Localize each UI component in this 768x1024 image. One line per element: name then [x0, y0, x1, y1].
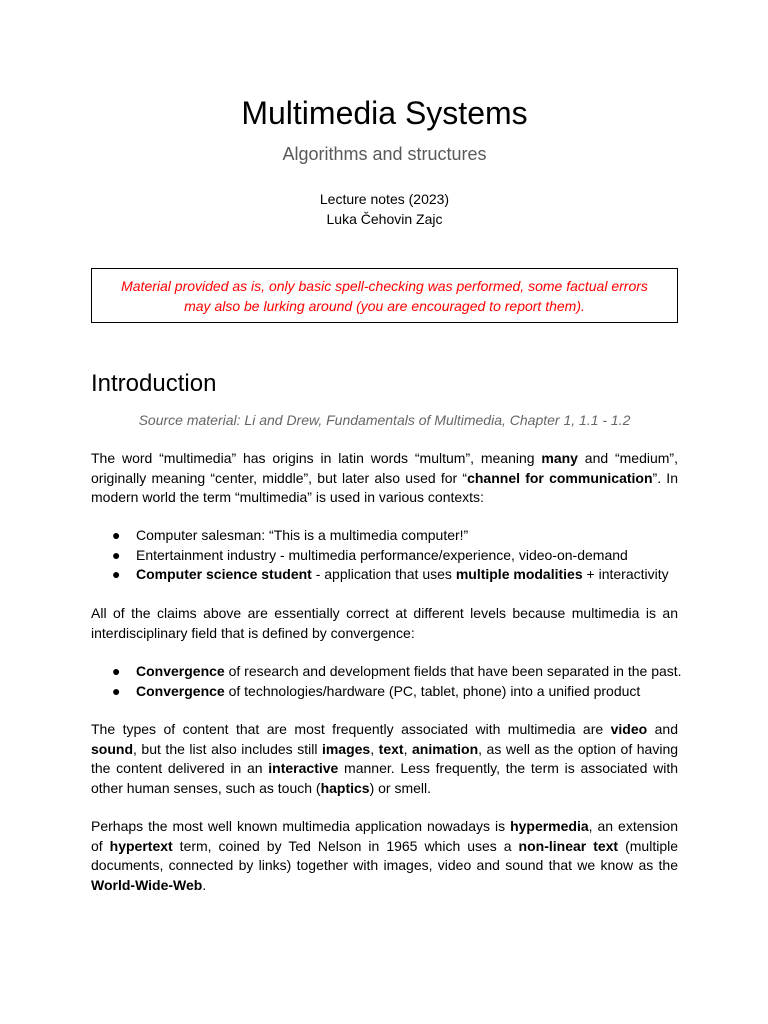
bold-term: images [321, 740, 371, 757]
text-run: of research and development fields that have been separated in the past. [224, 663, 682, 679]
list-item-text: Computer salesman: “This is a multimedia computer!” [136, 527, 469, 543]
list-item [91, 682, 678, 702]
paragraph-content-types [91, 720, 678, 798]
bold-term: World-Wide-Web [91, 876, 203, 893]
source-material-note: Source material: Li and Drew, Fundamentals of Multimedia, Chapter 1, 1.1 - 1.2 [138, 412, 631, 428]
text-run: The word “multimedia” has origins in latin words “multum”, meaning [91, 450, 542, 466]
text-run: - application that uses [311, 566, 456, 582]
lecture-notes-line: Lecture notes (2023) [319, 191, 450, 207]
contexts-list [91, 526, 678, 585]
bullet: ● [112, 527, 121, 543]
bold-term: hypertext [109, 837, 173, 854]
text-run: , an extension of [91, 818, 678, 854]
text-run: , but the list also includes still [133, 740, 322, 757]
bullet: ● [112, 566, 121, 582]
text-run: term, coined by Ted Nelson in 1965 which uses a [172, 837, 519, 854]
bold-term: video [610, 721, 648, 737]
bold-term: multiple modalities [455, 566, 583, 582]
text-run: . [202, 876, 207, 893]
document-subtitle: Algorithms and structures [282, 144, 487, 164]
list-item [91, 526, 678, 546]
text-run: of technologies/hardware (PC, tablet, phone) into a unified product [224, 682, 641, 699]
bold-term: interactive [268, 760, 339, 776]
text-run: The types of content that are most frequently associated with multimedia are [91, 721, 611, 737]
text-run: , [370, 740, 379, 757]
convergence-list [91, 662, 682, 701]
bold-term: sound [91, 740, 133, 757]
bold-term: Convergence [136, 663, 225, 679]
author-line: Luka Čehovin Zajc [326, 211, 443, 227]
list-item-text: Entertainment industry - multimedia performance/experience, video-on-demand [136, 546, 628, 563]
text-run: Perhaps the most well known multimedia application nowadays is [91, 818, 511, 834]
bold-term: hypermedia [510, 818, 589, 834]
bold-term: Computer science student [136, 566, 312, 582]
section-heading: Introduction [91, 370, 217, 397]
text-run: manner. Less frequently, the term is associated with other human senses, such as touch ( [91, 760, 678, 796]
text-run: + interactivity [582, 566, 669, 582]
text-run: and “medium”, originally meaning “center, middle”, but later also used for “ [91, 450, 678, 486]
paragraph-hypermedia [91, 817, 678, 895]
bold-term: animation [412, 740, 479, 757]
bold-term: Convergence [136, 682, 225, 699]
text-run: and [647, 721, 679, 737]
bold-term: text [378, 740, 404, 757]
text-run: , as well as the option of having the content delivered in an [91, 740, 679, 776]
bold-term: non-linear text [518, 837, 619, 854]
bold-term: many [541, 450, 578, 466]
paragraph-convergence: All of the claims above are essentially correct at different levels because multimedia is an interdisciplinary field that is defined by convergence: [91, 605, 678, 641]
bullet: ● [112, 546, 121, 563]
disclaimer-text: Material provided as is, only basic spell-checking was performed, some factual errors may also be lurking around (you are encouraged to report them). [121, 277, 648, 314]
bold-term: haptics [320, 779, 370, 796]
text-run: ”. In modern world the term “multimedia” is used in various contexts: [91, 469, 678, 505]
list-item [91, 662, 682, 682]
bullet: ● [112, 682, 121, 699]
paragraph-origins [91, 449, 678, 508]
text-run: , [403, 740, 412, 757]
list-item [91, 565, 678, 585]
document-title: Multimedia Systems [241, 95, 528, 131]
bold-term: channel for communication [467, 469, 653, 486]
text-run: ) or smell. [369, 779, 432, 796]
list-item [91, 546, 678, 566]
disclaimer-box [91, 268, 678, 323]
bullet: ● [112, 663, 121, 679]
text-run: (multiple documents, connected by links) together with images, video and sound that we know as the [91, 837, 678, 873]
